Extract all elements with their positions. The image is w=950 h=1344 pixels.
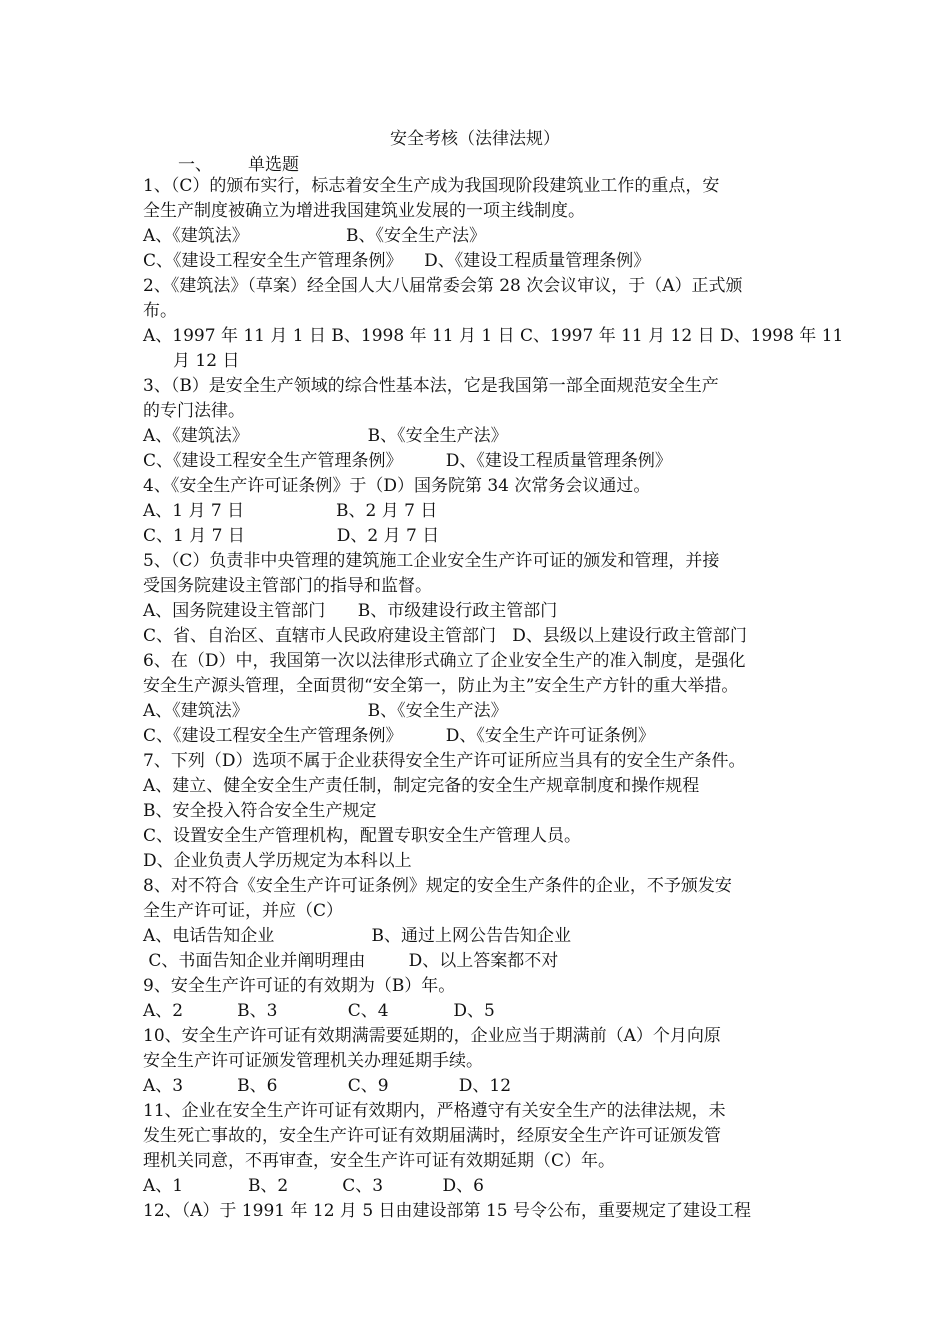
option-line: A、2 B、3 C、4 D、5 — [143, 1001, 495, 1021]
option-line: A、《建筑法》 B、《安全生产法》 — [143, 426, 508, 446]
text-line: 安全生产许可证颁发管理机关办理延期手续。 — [143, 1051, 483, 1071]
option-line: A、3 B、6 C、9 D、12 — [143, 1076, 512, 1096]
text-line: 全生产许可证，并应（C） — [143, 901, 344, 921]
text-line: 全生产制度被确立为增进我国建筑业发展的一项主线制度。 — [143, 201, 585, 221]
section-heading — [178, 150, 299, 175]
text-line: 6、在（D）中，我国第一次以法律形式确立了企业安全生产的准入制度，是强化 — [143, 651, 746, 671]
option-line: C、省、自治区、直辖市人民政府建设主管部门 D、县级以上建设行政主管部门 — [143, 626, 747, 646]
option-line: A、1 B、2 C、3 D、6 — [143, 1176, 484, 1196]
text-line: 布。 — [143, 301, 177, 321]
text-line: 10、安全生产许可证有效期满需要延期的，企业应当于期满前（A）个月向原 — [143, 1026, 721, 1046]
option-line: A、国务院建设主管部门 B、市级建设行政主管部门 — [143, 601, 558, 621]
text-line: 发生死亡事故的，安全生产许可证有效期届满时，经原安全生产许可证颁发管 — [143, 1126, 721, 1146]
option-line: C、《建设工程安全生产管理条例》 D、《建设工程质量管理条例》 — [143, 251, 651, 271]
option-line: C、书面告知企业并阐明理由 D、以上答案都不对 — [143, 951, 559, 971]
text-line: 安全生产源头管理，全面贯彻“安全第一，防止为主”安全生产方针的重大举措。 — [143, 676, 739, 696]
text-line: 11、企业在安全生产许可证有效期内，严格遵守有关安全生产的法律法规，未 — [143, 1101, 726, 1121]
text-line: 8、对不符合《安全生产许可证条例》规定的安全生产条件的企业，不予颁发安 — [143, 876, 732, 896]
section-label: 单选题 — [248, 155, 299, 175]
text-line: 9、安全生产许可证的有效期为（B）年。 — [143, 976, 456, 996]
option-line: C、《建设工程安全生产管理条例》 D、《建设工程质量管理条例》 — [143, 451, 672, 471]
question-body — [143, 174, 844, 1224]
option-line: B、安全投入符合安全生产规定 — [143, 801, 377, 821]
section-number: 一、 — [178, 155, 212, 175]
text-line: 12、（A）于 1991 年 12 月 5 日由建设部第 15 号令公布，重要规定了建设工程 — [143, 1201, 751, 1221]
text-line: 3、（B）是安全生产领域的综合性基本法，它是我国第一部全面规范安全生产 — [143, 376, 719, 396]
option-line: 月 12 日 — [173, 351, 240, 371]
text-line: 4、《安全生产许可证条例》于（D）国务院第 34 次常务会议通过。 — [143, 476, 651, 496]
text-line: 1、（C）的颁布实行，标志着安全生产成为我国现阶段建筑业工作的重点，安 — [143, 176, 720, 196]
option-line: A、1997 年 11 月 1 日 B、1998 年 11 月 1 日 C、1997 年 11 月 12 日 D、1998 年 11 — [143, 326, 844, 346]
text-line: 受国务院建设主管部门的指导和监督。 — [143, 576, 432, 596]
option-line: A、电话告知企业 B、通过上网公告告知企业 — [143, 926, 572, 946]
text-line: 7、下列（D）选项不属于企业获得安全生产许可证所应当具有的安全生产条件。 — [143, 751, 746, 771]
text-line: 2、《建筑法》（草案）经全国人大八届常委会第 28 次会议审议，于（A）正式颁 — [143, 276, 743, 296]
option-line: C、1 月 7 日 D、2 月 7 日 — [143, 526, 440, 546]
option-line: A、《建筑法》 B、《安全生产法》 — [143, 226, 487, 246]
page-title: 安全考核（法律法规） — [390, 129, 560, 149]
option-line: C、设置安全生产管理机构，配置专职安全生产管理人员。 — [143, 826, 582, 846]
option-line: C、《建设工程安全生产管理条例》 D、《安全生产许可证条例》 — [143, 726, 655, 746]
option-line: D、企业负责人学历规定为本科以上 — [143, 851, 412, 871]
option-line: A、建立、健全安全生产责任制，制定完备的安全生产规章制度和操作规程 — [143, 776, 700, 796]
option-line: A、1 月 7 日 B、2 月 7 日 — [143, 501, 438, 521]
text-line: 的专门法律。 — [143, 401, 245, 421]
option-line: A、《建筑法》 B、《安全生产法》 — [143, 701, 508, 721]
text-line: 理机关同意，不再审查，安全生产许可证有效期延期（C）年。 — [143, 1151, 616, 1171]
text-line: 5、（C）负责非中央管理的建筑施工企业安全生产许可证的颁发和管理，并接 — [143, 551, 720, 571]
